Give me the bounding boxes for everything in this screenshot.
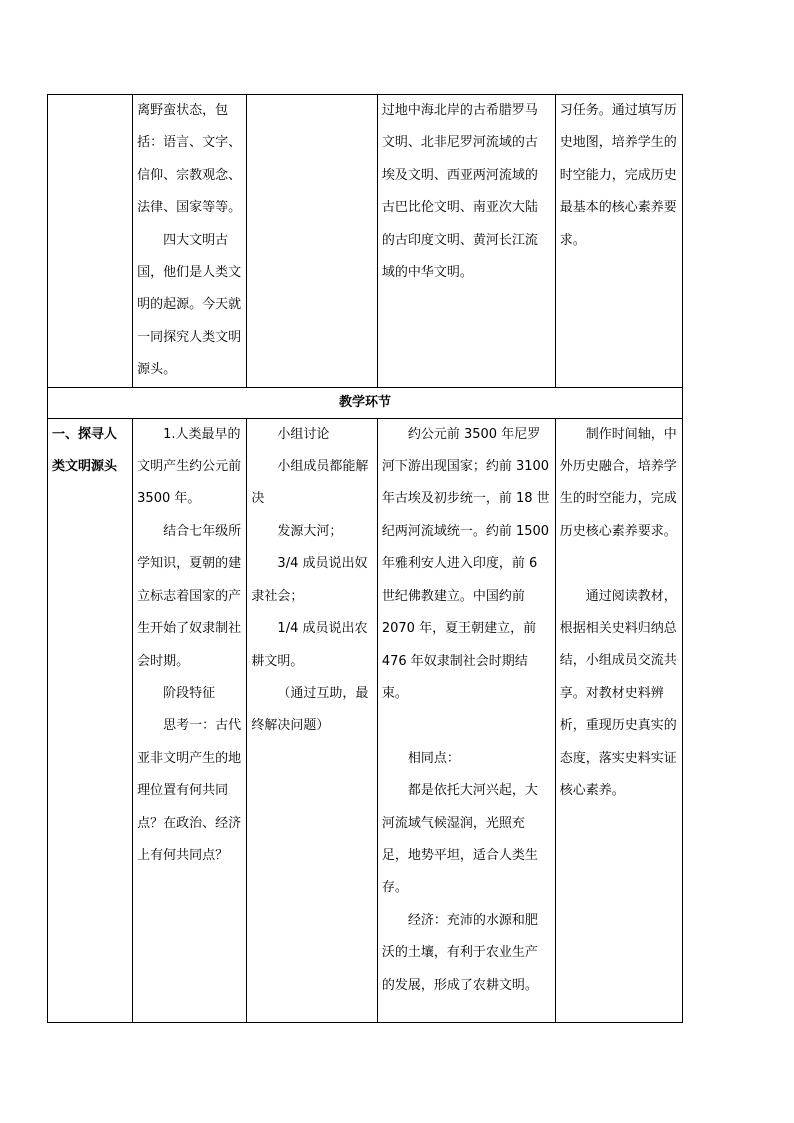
paragraph: 习任务。通过填写历史地图，培养学生的时空能力，完成历史最基本的核心素养要求。 bbox=[559, 103, 677, 248]
paragraph: 离野蛮状态，包括：语言、文字、信仰、宗教观念、法律、国家等等。 bbox=[137, 103, 242, 216]
section-header-row bbox=[48, 387, 683, 418]
paragraph: 经济：充沛的水源和肥沃的土壤，有利于农业生产的发展，形成了农耕文明。 bbox=[381, 912, 538, 993]
lesson-plan-table bbox=[47, 94, 683, 1023]
paragraph: 约公元前 3500 年尼罗河下游出现国家；约前 3100 年古埃及初步统一，前 18 世纪两河流域统一。约前 1500 年雅利安人进入印度，前 6 世纪佛教建立。中国约前 2070 年，夏王朝建立，前 476 年奴隶制社会时期结束。 bbox=[381, 426, 550, 701]
paragraph: 小组成员都能解决 bbox=[251, 459, 369, 507]
paragraph: 小组讨论 bbox=[277, 426, 330, 442]
paragraph: 阶段特征 bbox=[163, 685, 216, 701]
stage-cell-empty bbox=[48, 95, 133, 388]
content-cell bbox=[377, 95, 555, 388]
paragraph: 1/4 成员说出农耕文明。 bbox=[251, 621, 368, 669]
paragraph: 思考一：古代亚非文明产生的地理位置有何共同点？在政治、经济上有何共同点？ bbox=[137, 718, 242, 863]
paragraph: 四大文明古国，他们是人类文明的起源。今天就一同探究人类文明源头。 bbox=[137, 232, 242, 378]
table-row-stage-1 bbox=[48, 418, 683, 1022]
teacher-activity-cell bbox=[133, 418, 247, 1022]
stage-title-cell: 一、探寻人类文明源头 bbox=[48, 418, 133, 1022]
paragraph: 制作时间轴，中外历史融合，培养学生的时空能力，完成历史核心素养要求。 bbox=[559, 426, 677, 539]
paragraph: 1.人类最早的文明产生约公元前 3500 年。 bbox=[137, 426, 242, 507]
paragraph: 3/4 成员说出奴隶社会； bbox=[251, 556, 368, 604]
student-activity-cell bbox=[247, 418, 377, 1022]
design-intent-cell bbox=[555, 95, 682, 388]
spacer bbox=[382, 710, 551, 742]
paragraph: （通过互助，最终解决问题） bbox=[251, 685, 369, 734]
teacher-activity-cell bbox=[133, 95, 247, 388]
spacer bbox=[560, 548, 678, 580]
paragraph: 通过阅读教材，根据相关史料归纳总结，小组成员交流共享。对教材史料辨析，重现历史真实的态度，落实史料实证核心素养。 bbox=[559, 588, 677, 799]
content-cell bbox=[377, 418, 555, 1022]
paragraph: 过地中海北岸的古希腊罗马文明、北非尼罗河流域的古埃及文明、西亚两河流域的古巴比伦文明、南亚次大陆的古印度文明、黄河长江流域的中华文明。 bbox=[381, 103, 538, 281]
paragraph: 都是依托大河兴起，大河流域气候湿润，光照充足，地势平坦，适合人类生存。 bbox=[381, 783, 538, 896]
design-intent-cell bbox=[555, 418, 682, 1022]
section-header: 教学环节 bbox=[48, 387, 683, 418]
paragraph: 相同点： bbox=[407, 750, 460, 766]
paragraph: 发源大河； bbox=[277, 523, 343, 539]
table-row-continued bbox=[48, 95, 683, 388]
student-activity-cell-empty bbox=[247, 95, 377, 388]
paragraph: 结合七年级所学知识，夏朝的建立标志着国家的产生开始了奴隶制社会时期。 bbox=[137, 523, 242, 669]
